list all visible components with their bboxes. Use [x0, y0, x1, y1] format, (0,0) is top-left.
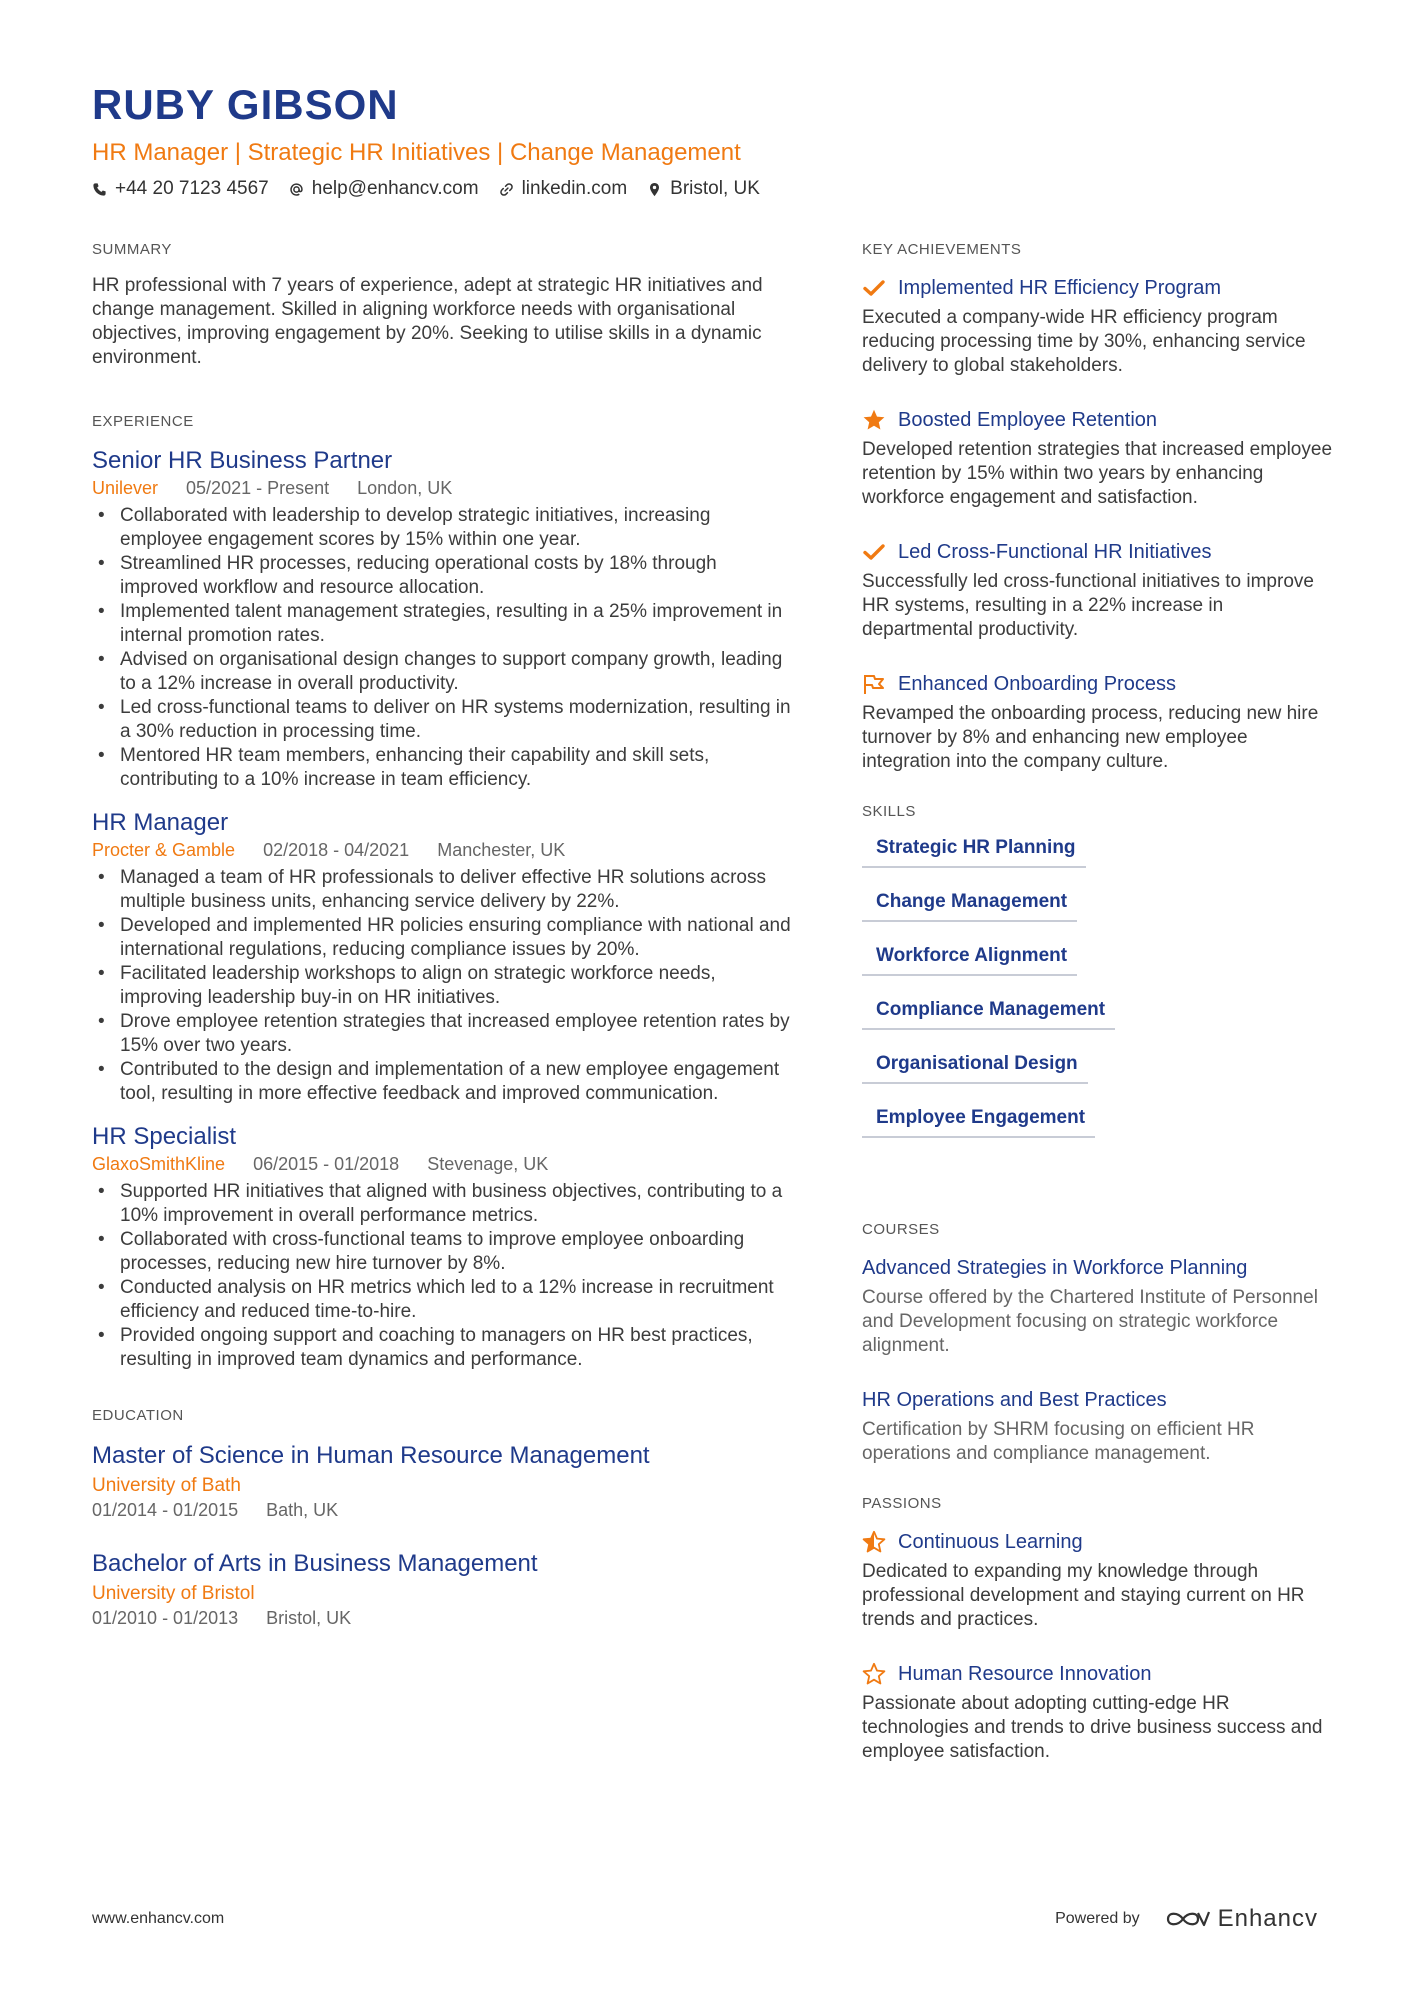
course-desc: Course offered by the Chartered Institute of Personnel and Development focusing on strategic workforce alignment. [862, 1287, 1318, 1356]
job-meta [92, 1152, 792, 1176]
job-entry [92, 1122, 792, 1372]
checkmark-icon [862, 276, 886, 300]
job-bullet: • Implemented talent management strategies, resulting in a 25% improvement in internal promotion rates. [92, 600, 792, 648]
section-title-education: EDUCATION [92, 1407, 184, 1424]
education-dates: 01/2014 - 01/2015 [92, 1500, 239, 1520]
skill-row [862, 998, 1332, 1052]
footer-website[interactable]: www.enhancv.com [92, 1910, 225, 1927]
achievement-item [862, 406, 1332, 510]
achievement-header [862, 274, 1332, 302]
passion-item [862, 1528, 1332, 1632]
job-location: Stevenage, UK [427, 1154, 549, 1174]
education-meta [92, 1498, 792, 1522]
job-bullet: • Contributed to the design and implementation of a new employee engagement tool, resulting in more effective feedback and improved communication. [92, 1058, 792, 1106]
job-meta [92, 476, 792, 500]
skill-tag: Change Management [862, 890, 1077, 922]
flag-icon [862, 672, 886, 696]
passions-section [862, 1494, 1332, 1764]
achievement-item [862, 274, 1332, 378]
enhancv-logo-icon [1164, 1907, 1210, 1931]
job-bullet: • Collaborated with cross-functional teams to improve employee onboarding processes, reducing new hire turnover by 8%. [92, 1228, 792, 1276]
passion-title: Human Resource Innovation [898, 1663, 1152, 1685]
job-bullets [92, 1180, 792, 1372]
left-column [92, 240, 792, 1656]
contact-phone-text: +44 20 7123 4567 [115, 178, 269, 199]
job-company: GlaxoSmithKline [92, 1154, 226, 1174]
link-icon [499, 182, 514, 197]
achievement-item [862, 670, 1332, 774]
section-title-summary: SUMMARY [92, 241, 172, 258]
education-location: Bath, UK [266, 1500, 339, 1520]
school-name: University of Bristol [92, 1583, 255, 1604]
experience-section [92, 412, 792, 1372]
job-bullet: • Advised on organisational design changes to support company growth, leading to a 12% increase in overall productivity. [92, 648, 792, 696]
achievement-title: Enhanced Onboarding Process [898, 673, 1176, 695]
achievement-title: Boosted Employee Retention [898, 409, 1158, 431]
at-icon [289, 182, 304, 197]
job-location: London, UK [357, 478, 453, 498]
degree-title: Master of Science in Human Resource Management [92, 1442, 650, 1469]
job-bullets [92, 504, 792, 792]
section-title-achievements: KEY ACHIEVEMENTS [862, 241, 1022, 258]
skill-tag: Organisational Design [862, 1052, 1088, 1084]
job-bullet: • Collaborated with leadership to develop strategic initiatives, increasing employee engagement scores by 15% within one year. [92, 504, 792, 552]
skill-row [862, 1052, 1332, 1106]
job-title: Senior HR Business Partner [92, 447, 393, 474]
skills-section [862, 802, 1332, 1160]
skill-row [862, 944, 1332, 998]
checkmark-icon [862, 540, 886, 564]
skill-row [862, 1106, 1332, 1160]
job-bullets [92, 866, 792, 1106]
passion-item [862, 1660, 1332, 1764]
contact-linkedin-text[interactable]: linkedin.com [521, 178, 628, 199]
achievement-header [862, 538, 1332, 566]
resume-header [92, 80, 1322, 202]
job-bullet: • Facilitated leadership workshops to align on strategic workforce needs, improving leadership buy-in on HR initiatives. [92, 962, 792, 1010]
job-meta [92, 838, 792, 862]
candidate-name: RUBY GIBSON [92, 81, 399, 128]
powered-by-label: Powered by [1055, 1910, 1140, 1927]
job-title: HR Manager [92, 809, 229, 836]
skill-row [862, 836, 1332, 890]
star-outline-icon [862, 1662, 886, 1686]
course-item [862, 1254, 1332, 1358]
skill-tag: Workforce Alignment [862, 944, 1077, 976]
achievement-desc: Successfully led cross-functional initiatives to improve HR systems, resulting in a 22% increase in departmental productivity. [862, 571, 1314, 640]
job-title: HR Specialist [92, 1123, 237, 1150]
achievement-desc: Revamped the onboarding process, reducing new hire turnover by 8% and enhancing new employee integration into the company culture. [862, 703, 1319, 772]
education-dates: 01/2010 - 01/2013 [92, 1608, 239, 1628]
skill-tag: Strategic HR Planning [862, 836, 1086, 868]
job-bullet: • Streamlined HR processes, reducing operational costs by 18% through improved workflow and resource allocation. [92, 552, 792, 600]
job-bullet: • Mentored HR team members, enhancing their capability and skill sets, contributing to a 10% increase in team efficiency. [92, 744, 792, 792]
achievement-desc: Executed a company-wide HR efficiency program reducing processing time by 30%, enhancing service delivery to global stakeholders. [862, 307, 1306, 376]
skill-tag: Compliance Management [862, 998, 1115, 1030]
job-company: Unilever [92, 478, 159, 498]
passion-desc: Dedicated to expanding my knowledge through professional development and staying current on HR trends and practices. [862, 1561, 1305, 1630]
achievement-desc: Developed retention strategies that increased employee retention by 15% within two years by enhancing workforce engagement and satisfaction. [862, 439, 1333, 508]
section-title-skills: SKILLS [862, 803, 916, 820]
skill-tag: Employee Engagement [862, 1106, 1095, 1138]
contact-list [92, 176, 1322, 202]
course-title: Advanced Strategies in Workforce Planning [862, 1257, 1248, 1279]
job-bullet: • Led cross-functional teams to deliver on HR systems modernization, resulting in a 30% reduction in processing time. [92, 696, 792, 744]
education-meta [92, 1606, 792, 1630]
section-title-courses: COURSES [862, 1221, 940, 1238]
courses-section [862, 1220, 1332, 1466]
course-desc: Certification by SHRM focusing on efficient HR operations and compliance management. [862, 1419, 1255, 1464]
achievement-header [862, 670, 1332, 698]
skill-row [862, 890, 1332, 944]
summary-section [92, 240, 792, 370]
section-title-passions: PASSIONS [862, 1495, 942, 1512]
enhancv-logo[interactable] [1164, 1905, 1318, 1933]
job-dates: 02/2018 - 04/2021 [263, 840, 410, 860]
job-dates: 06/2015 - 01/2018 [253, 1154, 400, 1174]
footer-branding [1055, 1905, 1318, 1933]
star-icon [862, 408, 886, 432]
contact-phone [92, 176, 269, 202]
achievement-title: Implemented HR Efficiency Program [898, 277, 1222, 299]
job-bullet: • Managed a team of HR professionals to deliver effective HR solutions across multiple business units, enhancing service delivery by 22%. [92, 866, 792, 914]
job-bullet: • Provided ongoing support and coaching to managers on HR best practices, resulting in improved team dynamics and performance. [92, 1324, 792, 1372]
job-bullet: • Developed and implemented HR policies ensuring compliance with national and international regulations, reducing compliance issues by 20%. [92, 914, 792, 962]
achievement-title: Led Cross-Functional HR Initiatives [898, 541, 1212, 563]
phone-icon [92, 182, 107, 197]
right-column [862, 240, 1332, 1792]
achievements-section [862, 240, 1332, 774]
resume-footer [92, 1905, 1318, 1933]
half-star-icon [862, 1530, 886, 1554]
job-bullet: • Drove employee retention strategies that increased employee retention rates by 15% over two years. [92, 1010, 792, 1058]
job-entry [92, 446, 792, 792]
education-location: Bristol, UK [266, 1608, 352, 1628]
degree-title: Bachelor of Arts in Business Management [92, 1550, 538, 1577]
achievement-item [862, 538, 1332, 642]
passion-title: Continuous Learning [898, 1531, 1083, 1553]
contact-email-text[interactable]: help@enhancv.com [311, 178, 479, 199]
achievement-header [862, 406, 1332, 434]
contact-linkedin[interactable] [499, 176, 628, 202]
job-bullet: • Supported HR initiatives that aligned with business objectives, contributing to a 10% improvement in overall performance metrics. [92, 1180, 792, 1228]
contact-email[interactable] [289, 176, 479, 202]
passion-header [862, 1528, 1332, 1556]
contact-location-text: Bristol, UK [670, 178, 760, 199]
education-entry [92, 1548, 792, 1630]
section-title-experience: EXPERIENCE [92, 413, 194, 430]
school-name: University of Bath [92, 1475, 241, 1496]
course-item [862, 1386, 1332, 1466]
contact-location [647, 176, 760, 202]
passion-desc: Passionate about adopting cutting-edge HR technologies and trends to drive business success and employee satisfaction. [862, 1693, 1323, 1762]
location-pin-icon [647, 182, 662, 197]
headline: HR Manager | Strategic HR Initiatives | Change Management [92, 139, 741, 166]
education-section [92, 1406, 792, 1630]
job-bullet: • Conducted analysis on HR metrics which led to a 12% increase in recruitment efficiency and reduced time-to-hire. [92, 1276, 792, 1324]
job-company: Procter & Gamble [92, 840, 236, 860]
job-dates: 05/2021 - Present [186, 478, 330, 498]
course-title: HR Operations and Best Practices [862, 1389, 1167, 1411]
summary-text: HR professional with 7 years of experience, adept at strategic HR initiatives and change management. Skilled in aligning workforce needs with organisational objectives, improving engagement by 20%. Seeking to utilise skills in a dynamic environment. [92, 275, 763, 368]
education-entry [92, 1440, 792, 1522]
passion-header [862, 1660, 1332, 1688]
enhancv-logo-text: Enhancv [1217, 1905, 1318, 1932]
job-entry [92, 808, 792, 1106]
job-location: Manchester, UK [437, 840, 566, 860]
